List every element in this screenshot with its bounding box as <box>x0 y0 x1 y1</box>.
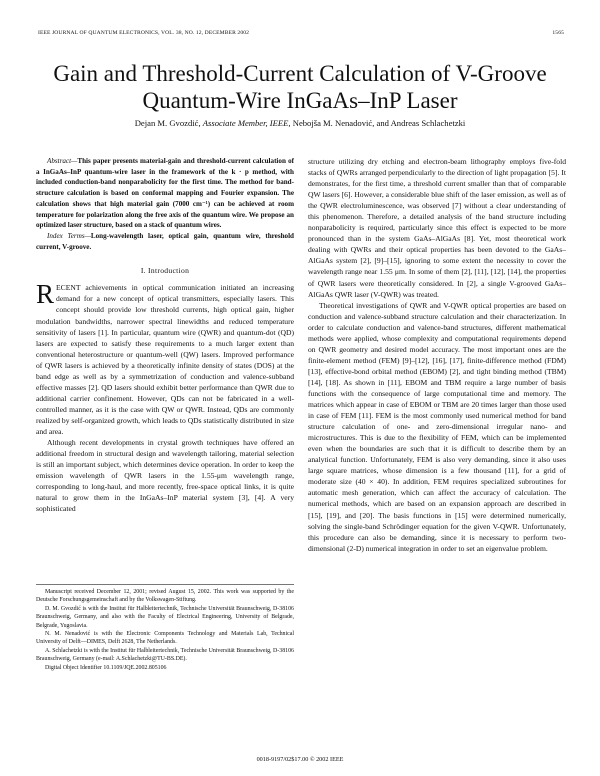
author-1-role: Associate Member, IEEE, <box>202 118 291 128</box>
left-column <box>36 156 294 514</box>
footnote-rule <box>36 584 294 585</box>
right-paragraph-1: structure utilizing dry etching and electron-beam lithography employs five-fold stacks of QWRs arranged perpendicularly to the direction of light propagation [5]. It demonstrates, for the first time, a threshold current smaller than that of comparable QW lasers [6]. However, a considerable blue shift of the laser emission, as well as of the QWR electroluminescence, was observed [7] without a clear understanding of this phenomenon. Therefore, a detailed analysis of the band structure including nonparabolicity is required, particularly since this effect is expected to be more pronounced than in the system GaAs–AlGaAs [8]. Yet, most theoretical work dealing with QWRs and their optical properties has been devoted to the GaAs–AlGaAs system [2], [9]–[15], ignoring to some extent the necessity to cover the wavelength range near 1.55 μm. In some of them [2], [11], [12], [14], the properties of QWR lasers were theoretically considered. In [2], a single V-grooved GaAs–AlGaAs QWR laser (V-QWR) was treated. <box>308 157 566 299</box>
page-number: 1565 <box>552 30 564 36</box>
right-paragraph-2: Theoretical investigations of QWR and V-QWR optical properties are based on conduction and valence-subband structure calculation and their characterization. In order to calculate conduction and valence-band structures, different mathematical methods were applied, whose complexity and computational requirements depend on QWR geometry and desired model accuracy. The most important ones are the finite-element method (FEM) [9]–[12], [16], [17], finite-difference method (FDM) [13], effective-bond orbital method (EBOM) [2], and tight binding method (TBM) [14], [18]. As shown in [11], EBOM and TBM require a large number of basis functions with the consequence of large computational time and memory. The matrices which appear in case of EBOM or TBM are 20 times larger than those used in case of FEM [11]. FEM is the most commonly used numerical method for band structure calculation of one- and zero-dimensional irregular nano- and microstructures. This is due to the flexibility of FEM, which can be implemented even when the boundaries are such that it is difficult to describe them by an analytical function. Unfortunately, FEM is also very demanding, since it also uses large square matrices, whose dimension is a few thousand [11], for a grid of moderate size (40 × 40). In addition, FEM requires specialized subroutines for automatic mesh generation, which can affect the accuracy of calculation. The numerical methods, which are based on an expansion approach are described in [15], [19], and [20]. The basis functions in [15] were determined numerically, solving the single-band Schrödinger equation for the given V-QWR. Unfortunately, this procedure can also be demanding, since it is necessary to perform two-dimensional (2-D) numerical integration in order to set an eigenvalue problem. <box>308 300 566 553</box>
author-list <box>20 118 580 128</box>
footnote-author-3: A. Schlachetzki is with the Institut für Halbleitertechnik, Technische Universität Braunschweig, D-38106 Braunschweig, Germany (e-mail: A.Schlachetzki@TU-BS.DE). <box>36 647 294 663</box>
footnotes <box>36 588 294 672</box>
footnote-author-2: N. M. Nenadović is with the Electronic Components Technology and Materials Lab, Technical University of Delft—DIMES, Delft 2628, The Netherlands. <box>36 631 294 646</box>
journal-name: IEEE JOURNAL OF QUANTUM ELECTRONICS, VOL. 38, NO. 12, DECEMBER 2002 <box>38 30 250 36</box>
abstract-text: This paper presents material-gain and threshold-current calculation of a InGaAs–InP quantum-wire laser in the framework of the k · p method, with included conduction-band nonparabolicity for the first time. The method for band-structure calculation is based on conformal mapping and Fourier expansion. The calculation shows that high material gain (7000 cm⁻¹) can be achieved at room temperature for polarization along the free axis of the quantum wire. We propose an optimized laser structure, based on a stack of quantum wires. <box>36 157 294 230</box>
author-1: Dejan M. Gvozdić, <box>134 118 201 128</box>
abstract <box>36 156 294 231</box>
running-head <box>38 30 564 36</box>
footnote-manuscript: Manuscript received December 12, 2001; revised August 15, 2002. This work was supported by the Deutsche Forschungsgemeinschaft and by the Volkswagen-Stiftung. <box>36 589 294 604</box>
footnote-author-1: D. M. Gvozdić is with the Institut für Halbleitertechnik, Technische Universität Braunschweig, D-38106 Braunschweig, Germany, and also with the Faculty of Electrical Engineering, University of Belgrade, Belgrade, Yugoslavia. <box>36 605 294 629</box>
copyright-footer: 0018-9197/02$17.00 © 2002 IEEE <box>256 756 344 763</box>
intro-paragraph-2: Although recent developments in crystal growth techniques have offered an additional freedom in structural design and wavelength tailoring, material selection is still an important subject, which determines device operation. In order to keep the emission wavelength of QWR lasers in the 1.55-μm wavelength range, corresponding to long-haul, and more recently, free-space optical links, it is quite natural to grow them in the InGaAs–InP material system [3], [4]. A very sophisticated <box>36 438 294 514</box>
drop-cap: R <box>36 279 55 310</box>
footnote-doi: Digital Object Identifier 10.1109/JQE.2002.805106 <box>45 664 167 671</box>
index-terms-text: Long-wavelength laser, optical gain, quantum wire, threshold current, V-groove. <box>36 231 294 251</box>
index-terms-label: Index Terms— <box>47 231 91 240</box>
section-heading-introduction: I. Introduction <box>140 266 190 276</box>
index-terms <box>36 231 294 252</box>
title-line-1: Gain and Threshold-Current Calculation of V-Groove <box>53 61 547 86</box>
title-line-2: Quantum-Wire InGaAs–InP Laser <box>142 88 458 113</box>
intro-paragraph-1-text: ECENT achievements in optical communication initiated an increasing demand for a new concept of optical transmitters, especially lasers. This concept should provide low threshold currents, high optical gain, higher modulation bandwidths, narrower spectral linewidths and reduced temperature sensitivity of lasers [1]. In particular, quantum wire (QWR) and quantum-dot (QD) lasers are expected to satisfy these requirements to a much larger extent than conventional heterostructure or quantum-well (QW) lasers. Improved performance of QWR lasers is achieved by a theoretically infinite density of states (DOS) at the band edge as well as by a symmetrization of conduction and valence-subband effective masses [2]. QD lasers should exhibit better performance than QWR due to additional carrier confinement. However, QDs can not be fabricated in a well-controlled manner, as it is the case with QW or QWR. Instead, QDs are commonly realized by self-organized growth, which leads to QDs statistically distributed in size and area. <box>36 283 294 436</box>
intro-paragraph-1 <box>36 279 294 437</box>
other-authors: Nebojša M. Nenadović, and Andreas Schlachetzki <box>292 118 466 128</box>
paper-title <box>20 60 580 114</box>
right-column <box>308 156 566 554</box>
abstract-label: Abstract— <box>47 157 78 165</box>
